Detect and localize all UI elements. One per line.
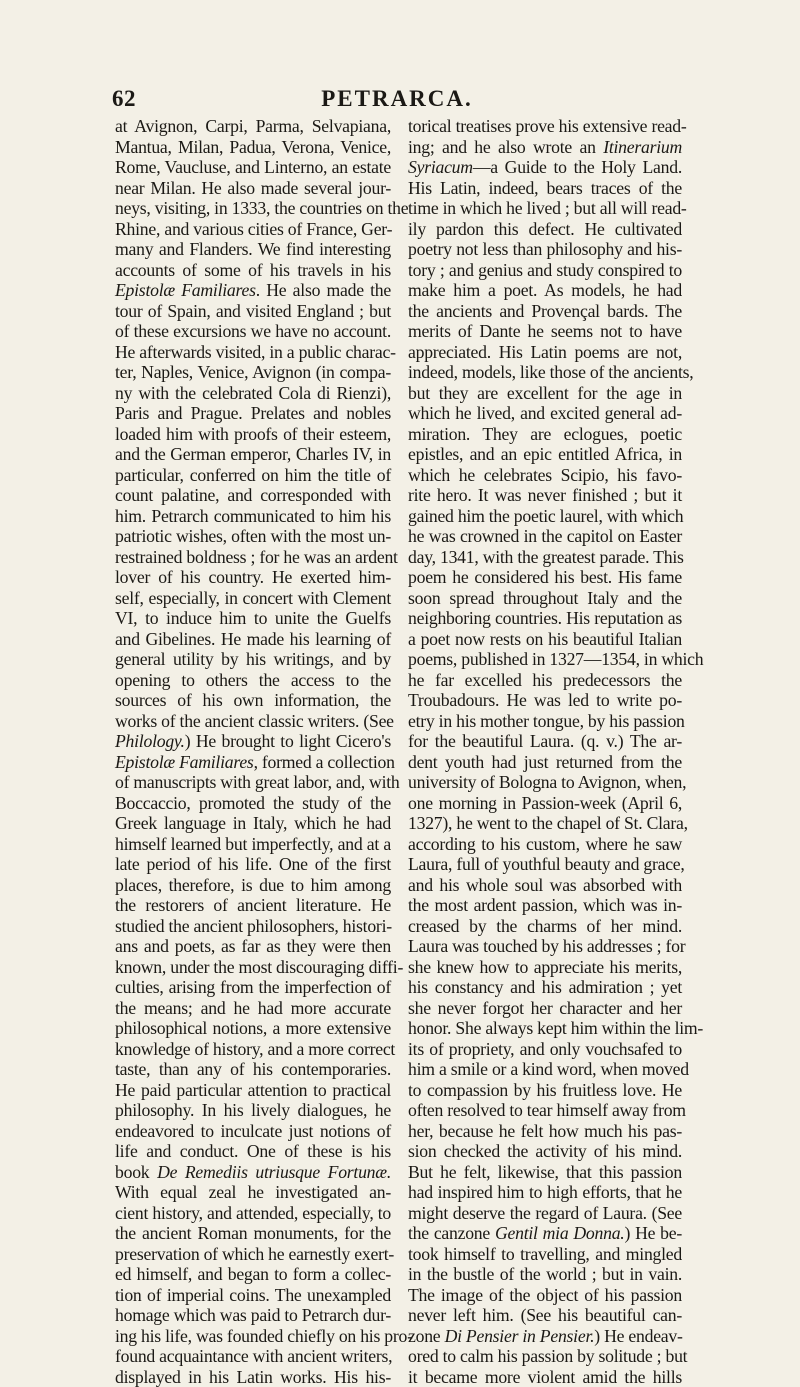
right-text-column <box>408 116 682 1387</box>
text-line: indeed, models, like those of the ancients, <box>408 362 682 383</box>
text-line: gained him the poetic laurel, with which <box>408 506 682 527</box>
text-line: the means; and he had more accurate <box>115 998 391 1019</box>
text-line: Epistolæ Familiares. He also made the <box>115 280 391 301</box>
text-line: torical treatises prove his extensive read- <box>408 116 682 137</box>
text-line: ny with the celebrated Cola di Rienzi), <box>115 383 391 404</box>
text-line: appreciated. His Latin poems are not, <box>408 342 682 363</box>
text-line: cient history, and attended, especially, to <box>115 1203 391 1224</box>
text-line: she knew how to appreciate his merits, <box>408 957 682 978</box>
text-line: merits of Dante he seems not to have <box>408 321 682 342</box>
text-line: zone Di Pensier in Pensier.) He endeav- <box>408 1326 682 1347</box>
text-line: him. Petrarch communicated to him his <box>115 506 391 527</box>
text-line: dent youth had just returned from the <box>408 752 682 773</box>
text-line: count palatine, and corresponded with <box>115 485 391 506</box>
text-line: near Milan. He also made several jour- <box>115 178 391 199</box>
text-line: He afterwards visited, in a public charac- <box>115 342 391 363</box>
text-line: ing; and he also wrote an Itinerarium <box>408 137 682 158</box>
text-line: accounts of some of his travels in his <box>115 260 391 281</box>
text-line: etry in his mother tongue, by his passion <box>408 711 682 732</box>
text-line: taste, than any of his contemporaries. <box>115 1059 391 1080</box>
text-line: he far excelled his predecessors the <box>408 670 682 691</box>
text-line: places, therefore, is due to him among <box>115 875 391 896</box>
text-line: But he felt, likewise, that this passion <box>408 1162 682 1183</box>
text-line: late period of his life. One of the first <box>115 854 391 875</box>
text-line: Rome, Vaucluse, and Linterno, an estate <box>115 157 391 178</box>
text-line: sion checked the activity of his mind. <box>408 1141 682 1162</box>
text-line: poems, published in 1327—1354, in which <box>408 649 682 670</box>
text-line: loaded him with proofs of their esteem, <box>115 424 391 445</box>
text-line: general utility by his writings, and by <box>115 649 391 670</box>
text-line: her, because he felt how much his pas- <box>408 1121 682 1142</box>
text-line: she never forgot her character and her <box>408 998 682 1019</box>
text-line: one morning in Passion-week (April 6, <box>408 793 682 814</box>
text-line: known, under the most discouraging diffi- <box>115 957 391 978</box>
text-line: a poet now rests on his beautiful Italian <box>408 629 682 650</box>
text-line: to compassion by his fruitless love. He <box>408 1080 682 1101</box>
text-line: himself learned but imperfectly, and at a <box>115 834 391 855</box>
text-line: particular, conferred on him the title of <box>115 465 391 486</box>
text-line: sources of his own information, the <box>115 690 391 711</box>
left-text-column <box>115 116 391 1387</box>
text-line: The image of the object of his passion <box>408 1285 682 1306</box>
text-line: tour of Spain, and visited England ; but <box>115 301 391 322</box>
page-number: 62 <box>112 86 136 112</box>
text-line: Philology.) He brought to light Cicero's <box>115 731 391 752</box>
text-line: which he celebrates Scipio, his favo- <box>408 465 682 486</box>
text-line: honor. She always kept him within the lim- <box>408 1018 682 1039</box>
running-title: PETRARCA. <box>112 86 682 112</box>
text-line: and his whole soul was absorbed with <box>408 875 682 896</box>
text-line: opening to others the access to the <box>115 670 391 691</box>
text-line: day, 1341, with the greatest parade. This <box>408 547 682 568</box>
text-line: tory ; and genius and study conspired to <box>408 260 682 281</box>
text-line: patriotic wishes, often with the most un- <box>115 526 391 547</box>
text-line: ily pardon this defect. He cultivated <box>408 219 682 240</box>
page-header <box>112 86 682 116</box>
text-line: soon spread throughout Italy and the <box>408 588 682 609</box>
text-line: but they are excellent for the age in <box>408 383 682 404</box>
text-line: studied the ancient philosophers, histori- <box>115 916 391 937</box>
text-line: Paris and Prague. Prelates and nobles <box>115 403 391 424</box>
text-line: ing his life, was founded chiefly on his pro- <box>115 1326 391 1347</box>
text-line: of manuscripts with great labor, and, with <box>115 772 391 793</box>
text-line: time in which he lived ; but all will read- <box>408 198 682 219</box>
text-line: poetry not less than philosophy and his- <box>408 239 682 260</box>
text-line: in the bustle of the world ; but in vain. <box>408 1264 682 1285</box>
text-line: the restorers of ancient literature. He <box>115 895 391 916</box>
text-line: Troubadours. He was led to write po- <box>408 690 682 711</box>
text-line: university of Bologna to Avignon, when, <box>408 772 682 793</box>
text-line: found acquaintance with ancient writers, <box>115 1346 391 1367</box>
text-line: and the German emperor, Charles IV, in <box>115 444 391 465</box>
text-line: philosophy. In his lively dialogues, he <box>115 1100 391 1121</box>
text-line: preservation of which he earnestly exert- <box>115 1244 391 1265</box>
text-line: had inspired him to high efforts, that he <box>408 1182 682 1203</box>
text-line: of these excursions we have no account. <box>115 321 391 342</box>
text-line: displayed in his Latin works. His his- <box>115 1367 391 1387</box>
text-line: Boccaccio, promoted the study of the <box>115 793 391 814</box>
text-line: Laura was touched by his addresses ; for <box>408 936 682 957</box>
text-line: miration. They are eclogues, poetic <box>408 424 682 445</box>
text-line: ed himself, and began to form a collec- <box>115 1264 391 1285</box>
text-line: often resolved to tear himself away from <box>408 1100 682 1121</box>
text-line: rite hero. It was never finished ; but it <box>408 485 682 506</box>
text-line: Laura, full of youthful beauty and grace, <box>408 854 682 875</box>
text-line: and Gibelines. He made his learning of <box>115 629 391 650</box>
text-line: the most ardent passion, which was in- <box>408 895 682 916</box>
text-line: ored to calm his passion by solitude ; but <box>408 1346 682 1367</box>
text-line: for the beautiful Laura. (q. v.) The ar- <box>408 731 682 752</box>
text-line: works of the ancient classic writers. (See <box>115 711 391 732</box>
text-line: ans and poets, as far as they were then <box>115 936 391 957</box>
text-line: its of propriety, and only vouchsafed to <box>408 1039 682 1060</box>
text-line: his constancy and his admiration ; yet <box>408 977 682 998</box>
text-line: ter, Naples, Venice, Avignon (in compa- <box>115 362 391 383</box>
text-line: 1327), he went to the chapel of St. Clara, <box>408 813 682 834</box>
text-line: Syriacum—a Guide to the Holy Land. <box>408 157 682 178</box>
text-line: took himself to travelling, and mingled <box>408 1244 682 1265</box>
text-line: book De Remediis utriusque Fortunæ. <box>115 1162 391 1183</box>
text-line: self, especially, in concert with Clement <box>115 588 391 609</box>
text-line: the ancients and Provençal bards. The <box>408 301 682 322</box>
text-line: philosophical notions, a more extensive <box>115 1018 391 1039</box>
text-line: many and Flanders. We find interesting <box>115 239 391 260</box>
text-line: might deserve the regard of Laura. (See <box>408 1203 682 1224</box>
text-line: at Avignon, Carpi, Parma, Selvapiana, <box>115 116 391 137</box>
text-line: him a smile or a kind word, when moved <box>408 1059 682 1080</box>
text-line: epistles, and an epic entitled Africa, in <box>408 444 682 465</box>
text-line: endeavored to inculcate just notions of <box>115 1121 391 1142</box>
text-line: the canzone Gentil mia Donna.) He be- <box>408 1223 682 1244</box>
text-line: Epistolæ Familiares, formed a collection <box>115 752 391 773</box>
text-line: poem he considered his best. His fame <box>408 567 682 588</box>
text-line: homage which was paid to Petrarch dur- <box>115 1305 391 1326</box>
text-line: it became more violent amid the hills <box>408 1367 682 1387</box>
text-line: His Latin, indeed, bears traces of the <box>408 178 682 199</box>
text-line: knowledge of history, and a more correct <box>115 1039 391 1060</box>
text-line: he was crowned in the capitol on Easter <box>408 526 682 547</box>
text-line: tion of imperial coins. The unexampled <box>115 1285 391 1306</box>
text-line: according to his custom, where he saw <box>408 834 682 855</box>
text-line: Rhine, and various cities of France, Ger- <box>115 219 391 240</box>
text-line: which he lived, and excited general ad- <box>408 403 682 424</box>
text-line: make him a poet. As models, he had <box>408 280 682 301</box>
text-line: restrained boldness ; for he was an ardent <box>115 547 391 568</box>
text-line: With equal zeal he investigated an- <box>115 1182 391 1203</box>
text-line: life and conduct. One of these is his <box>115 1141 391 1162</box>
text-line: He paid particular attention to practical <box>115 1080 391 1101</box>
text-line: lover of his country. He exerted him- <box>115 567 391 588</box>
text-line: creased by the charms of her mind. <box>408 916 682 937</box>
text-line: never left him. (See his beautiful can- <box>408 1305 682 1326</box>
text-line: the ancient Roman monuments, for the <box>115 1223 391 1244</box>
text-line: culties, arising from the imperfection of <box>115 977 391 998</box>
text-line: Greek language in Italy, which he had <box>115 813 391 834</box>
text-line: VI, to induce him to unite the Guelfs <box>115 608 391 629</box>
text-line: neighboring countries. His reputation as <box>408 608 682 629</box>
text-line: Mantua, Milan, Padua, Verona, Venice, <box>115 137 391 158</box>
text-line: neys, visiting, in 1333, the countries on the <box>115 198 391 219</box>
